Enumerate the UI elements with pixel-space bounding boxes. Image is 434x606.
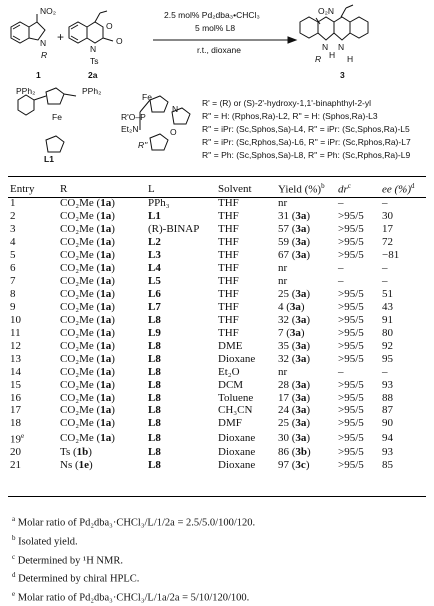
cell-solvent: Dioxane bbox=[218, 458, 256, 471]
cell-yield: 32 (3a) bbox=[278, 313, 311, 326]
cell-entry: 3 bbox=[10, 223, 16, 236]
cell-solvent: CH₃CN bbox=[218, 404, 253, 417]
table-row bbox=[8, 352, 426, 365]
reaction-scheme bbox=[0, 0, 434, 170]
cell-dr: – bbox=[338, 197, 344, 210]
r-label-3: R bbox=[315, 54, 322, 64]
legend-line-4: R'' = iPr: (Sc,Rphos,Sa)-L6, R'' = iPr: (Sc,Rphos,Ra)-L7 bbox=[202, 137, 411, 147]
cell-solvent: THF bbox=[218, 275, 239, 288]
footnote-b: $^b$ Isolated yield. bbox=[12, 533, 78, 548]
cell-entry: 2 bbox=[10, 210, 16, 223]
cell-solvent: DMF bbox=[218, 417, 242, 430]
cell-entry: 14 bbox=[10, 365, 21, 378]
legend-line-1: R' = (R) or (S)-2'-hydroxy-1,1'-binaphthyl-2-yl bbox=[202, 98, 372, 108]
cell-r: Ns (1e) bbox=[60, 458, 93, 471]
n-label-2a: N bbox=[90, 44, 97, 54]
table-row bbox=[8, 197, 426, 210]
cell-solvent: THF bbox=[218, 210, 239, 223]
cell-dr: >95/5 bbox=[338, 223, 364, 236]
legend-line-3: R'' = iPr: (Sc,Sphos,Sa)-L4, R'' = iPr: (Sc,Sphos,Ra)-L5 bbox=[202, 124, 410, 134]
h-label-3a: H bbox=[329, 50, 336, 60]
compound-2a-label: 2a bbox=[88, 70, 98, 80]
table-row bbox=[8, 326, 426, 339]
cell-entry: 8 bbox=[10, 288, 16, 301]
n-label-1: N bbox=[40, 38, 47, 48]
cell-l: (R)-BINAP bbox=[148, 223, 200, 236]
cell-yield: 67 (3a) bbox=[278, 249, 311, 262]
cell-yield: 17 (3a) bbox=[278, 391, 311, 404]
o-ox-label: O bbox=[170, 127, 177, 137]
cell-dr: >95/5 bbox=[338, 352, 364, 365]
ro-p-label: R'O–P bbox=[121, 112, 146, 122]
header-dr: $dr^c$ bbox=[338, 181, 351, 196]
table-row bbox=[8, 301, 426, 314]
header-ee: ee (%)$^d$ bbox=[382, 181, 415, 196]
cell-l: L8 bbox=[148, 378, 161, 391]
cell-dr: >95/5 bbox=[338, 249, 364, 262]
table-row bbox=[8, 210, 426, 223]
cell-entry: 21 bbox=[10, 458, 21, 471]
cell-yield: 24 (3a) bbox=[278, 404, 311, 417]
cell-ee: – bbox=[382, 197, 388, 210]
cell-r: CO₂Me (1a) bbox=[60, 417, 115, 430]
n-label-3a: N bbox=[322, 42, 329, 52]
cell-r: CO₂Me (1a) bbox=[60, 391, 115, 404]
cell-l: L8 bbox=[148, 404, 161, 417]
compound-3-label: 3 bbox=[340, 70, 345, 80]
cell-dr: >95/5 bbox=[338, 391, 364, 404]
cell-ee: 93 bbox=[382, 378, 393, 391]
cell-yield: 86 (3b) bbox=[278, 446, 311, 458]
cell-dr: >95/5 bbox=[338, 288, 364, 301]
cell-r: CO₂Me (1a) bbox=[60, 300, 115, 313]
cell-l: L8 bbox=[148, 391, 161, 404]
plus-sign: + bbox=[57, 30, 65, 44]
footnote-a: $^a$ Molar ratio of Pd₂dba₃·CHCl₃/L/1/2a = 2.5/5.0/100/120. bbox=[12, 515, 256, 529]
cell-ee: – bbox=[382, 262, 388, 275]
cell-dr: >95/5 bbox=[338, 313, 364, 326]
cell-ee: – bbox=[382, 365, 388, 378]
cell-r: Ts (1b) bbox=[60, 446, 92, 458]
cell-yield: 30 (3a) bbox=[278, 431, 311, 444]
cell-ee: 80 bbox=[382, 326, 393, 339]
table-row bbox=[8, 339, 426, 352]
cell-dr: >95/5 bbox=[338, 431, 364, 444]
cell-dr: >95/5 bbox=[338, 339, 364, 352]
ligand-L1-label: L1 bbox=[44, 154, 54, 164]
cell-yield: 57 (3a) bbox=[278, 223, 311, 236]
nitro-label-1: NO₂ bbox=[40, 6, 57, 16]
cell-dr: >95/5 bbox=[338, 378, 364, 391]
cell-yield: 25 (3a) bbox=[278, 417, 311, 430]
cell-yield: 7 (3a) bbox=[278, 326, 305, 339]
cell-solvent: THF bbox=[218, 197, 239, 210]
table-row bbox=[8, 249, 426, 262]
cell-entry: 12 bbox=[10, 339, 21, 352]
cell-solvent: DME bbox=[218, 339, 243, 352]
legend-line-2: R'' = H: (Rphos,Ra)-L2, R'' = H: (Sphos,Ra)-L3 bbox=[202, 111, 378, 121]
cell-ee: 90 bbox=[382, 417, 393, 430]
cell-entry: 13 bbox=[10, 352, 21, 365]
cell-r: CO₂Me (1a) bbox=[60, 339, 115, 352]
cell-yield: 32 (3a) bbox=[278, 352, 311, 365]
cell-ee: 17 bbox=[382, 223, 393, 236]
cell-l: L8 bbox=[148, 313, 161, 326]
table-row bbox=[8, 378, 426, 391]
table-row bbox=[8, 223, 426, 236]
cell-entry: 15 bbox=[10, 378, 21, 391]
cell-r: CO₂Me (1a) bbox=[60, 210, 115, 223]
o2n-label-3: O₂N bbox=[318, 6, 335, 16]
cell-solvent: Dioxane bbox=[218, 446, 256, 458]
cell-yield: 4 (3a) bbox=[278, 300, 305, 313]
cell-solvent: Dioxane bbox=[218, 352, 256, 365]
header-solvent: Solvent bbox=[218, 182, 252, 195]
table-row bbox=[8, 391, 426, 404]
cell-r: CO₂Me (1a) bbox=[60, 378, 115, 391]
h-label-3b: H bbox=[347, 54, 354, 64]
cell-entry: 18 bbox=[10, 417, 21, 430]
arrow-condition-2: 5 mol% L8 bbox=[195, 23, 236, 33]
table-row bbox=[8, 417, 426, 430]
table-row bbox=[8, 458, 426, 471]
cell-dr: >95/5 bbox=[338, 446, 364, 458]
cell-dr: >95/5 bbox=[338, 458, 364, 471]
cell-yield: 25 (3a) bbox=[278, 288, 311, 301]
fe-label-b: Fe bbox=[142, 92, 152, 102]
cell-solvent: Et₂O bbox=[218, 365, 240, 378]
cell-ee: 85 bbox=[382, 458, 393, 471]
ligand-L2-L9-structure bbox=[140, 96, 190, 150]
table-row bbox=[8, 365, 426, 378]
cell-r: CO₂Me (1a) bbox=[60, 365, 115, 378]
o-carbonyl-label: O bbox=[116, 36, 123, 46]
cell-r: CO₂Me (1a) bbox=[60, 431, 115, 444]
cell-solvent: Dioxane bbox=[218, 431, 256, 444]
cell-solvent: THF bbox=[218, 288, 239, 301]
cell-r: CO₂Me (1a) bbox=[60, 326, 115, 339]
header-entry: Entry bbox=[10, 182, 35, 195]
cell-solvent: THF bbox=[218, 223, 239, 236]
cell-solvent: THF bbox=[218, 313, 239, 326]
cell-r: CO₂Me (1a) bbox=[60, 404, 115, 417]
cell-l: L9 bbox=[148, 326, 161, 339]
cell-ee: – bbox=[382, 275, 388, 288]
cell-r: CO₂Me (1a) bbox=[60, 236, 115, 249]
cell-entry: 7 bbox=[10, 275, 16, 288]
cell-yield: nr bbox=[278, 275, 288, 288]
footnote-e: $^e$ Molar ratio of Pd₂dba₃·CHCl₃/L/1a/2a = 5/10/120/100. bbox=[12, 590, 250, 604]
cell-ee: 72 bbox=[382, 236, 393, 249]
cell-entry: 9 bbox=[10, 300, 16, 313]
table-bottom-rule bbox=[8, 496, 426, 497]
cell-l: L1 bbox=[148, 210, 161, 223]
cell-entry: 5 bbox=[10, 249, 16, 262]
cell-ee: 30 bbox=[382, 210, 393, 223]
cell-r: CO₂Me (1a) bbox=[60, 262, 115, 275]
cell-solvent: THF bbox=[218, 326, 239, 339]
cell-dr: >95/5 bbox=[338, 300, 364, 313]
pph2-label-a: PPh₂ bbox=[16, 86, 36, 96]
fe-label-a: Fe bbox=[52, 112, 62, 122]
cell-r: CO₂Me (1a) bbox=[60, 249, 115, 262]
cell-solvent: THF bbox=[218, 262, 239, 275]
cell-dr: – bbox=[338, 275, 344, 288]
header-l: L bbox=[148, 182, 155, 195]
cell-l: L6 bbox=[148, 288, 161, 301]
ligand-L1-structure bbox=[18, 88, 76, 152]
cell-r: CO₂Me (1a) bbox=[60, 275, 115, 288]
cell-ee: −81 bbox=[382, 249, 400, 262]
table-top-rule bbox=[8, 176, 426, 177]
cell-l: PPh₃ bbox=[148, 197, 170, 210]
cell-dr: >95/5 bbox=[338, 404, 364, 417]
legend-line-5: R'' = Ph: (Sc,Sphos,Sa)-L8, R'' = Ph: (Sc,Rphos,Ra)-L9 bbox=[202, 150, 411, 160]
rpp-label: R'' bbox=[138, 140, 148, 150]
cell-l: L8 bbox=[148, 365, 161, 378]
header-r: R bbox=[60, 182, 68, 195]
cell-dr: – bbox=[338, 365, 344, 378]
compound-1-label: 1 bbox=[36, 70, 41, 80]
footnotes bbox=[12, 512, 422, 606]
results-table bbox=[8, 180, 426, 471]
cell-yield: 35 (3a) bbox=[278, 339, 311, 352]
cell-ee: 51 bbox=[382, 288, 393, 301]
cell-l: L7 bbox=[148, 300, 161, 313]
n-label-3b: N bbox=[338, 42, 345, 52]
cell-yield: 59 (3a) bbox=[278, 236, 311, 249]
cell-l: L8 bbox=[148, 339, 161, 352]
o-ring-label: O bbox=[106, 21, 113, 31]
cell-solvent: DCM bbox=[218, 378, 244, 391]
cell-l: L3 bbox=[148, 249, 161, 262]
header-yield: Yield (%)$^b$ bbox=[278, 181, 325, 196]
arrow-condition-1: 2.5 mol% Pd₂dba₃•CHCl₃ bbox=[164, 10, 260, 20]
table-row bbox=[8, 404, 426, 417]
cell-entry: 19e bbox=[10, 431, 25, 446]
footnote-c: $^c$ Determined by ¹H NMR. bbox=[12, 552, 123, 567]
cell-entry: 20 bbox=[10, 446, 21, 458]
cell-r: CO₂Me (1a) bbox=[60, 313, 115, 326]
cell-dr: >95/5 bbox=[338, 236, 364, 249]
cell-solvent: THF bbox=[218, 249, 239, 262]
cell-ee: 43 bbox=[382, 300, 393, 313]
cell-entry: 4 bbox=[10, 236, 16, 249]
cell-entry: 16 bbox=[10, 391, 21, 404]
cell-dr: >95/5 bbox=[338, 417, 364, 430]
cell-entry: 6 bbox=[10, 262, 16, 275]
r-label-1: R bbox=[41, 50, 48, 60]
cell-ee: 87 bbox=[382, 404, 393, 417]
cell-entry: 11 bbox=[10, 326, 21, 339]
cell-ee: 94 bbox=[382, 431, 393, 444]
cell-l: L2 bbox=[148, 236, 161, 249]
cell-r: CO₂Me (1a) bbox=[60, 352, 115, 365]
cell-solvent: THF bbox=[218, 300, 239, 313]
table-header-row bbox=[8, 180, 426, 197]
cell-solvent: THF bbox=[218, 236, 239, 249]
cell-entry: 17 bbox=[10, 404, 21, 417]
cell-entry: 1 bbox=[10, 197, 16, 210]
table-row bbox=[8, 446, 426, 459]
table-body bbox=[8, 197, 426, 471]
table-row bbox=[8, 288, 426, 301]
cell-dr: >95/5 bbox=[338, 326, 364, 339]
cell-r: CO₂Me (1a) bbox=[60, 197, 115, 210]
table-row bbox=[8, 313, 426, 326]
cell-l: L8 bbox=[148, 446, 161, 458]
cell-l: L8 bbox=[148, 458, 161, 471]
cell-yield: 28 (3a) bbox=[278, 378, 311, 391]
cell-ee: 92 bbox=[382, 339, 393, 352]
cell-l: L8 bbox=[148, 417, 161, 430]
cell-yield: nr bbox=[278, 262, 288, 275]
cell-l: L5 bbox=[148, 275, 161, 288]
cell-yield: nr bbox=[278, 365, 288, 378]
cell-r: CO₂Me (1a) bbox=[60, 223, 115, 236]
cell-entry: 10 bbox=[10, 313, 21, 326]
et2n-label: Et₂N bbox=[121, 124, 139, 134]
arrow-condition-3: r.t., dioxane bbox=[197, 45, 241, 55]
table-row bbox=[8, 275, 426, 288]
cell-solvent: Toluene bbox=[218, 391, 254, 404]
cell-l: L4 bbox=[148, 262, 161, 275]
cell-yield: nr bbox=[278, 197, 288, 210]
n-ox-label: N bbox=[172, 104, 179, 114]
cell-dr: – bbox=[338, 262, 344, 275]
cell-dr: >95/5 bbox=[338, 210, 364, 223]
pph2-label-b: PPh₂ bbox=[82, 86, 102, 96]
ts-label: Ts bbox=[90, 56, 99, 66]
table-row bbox=[8, 262, 426, 275]
table-row bbox=[8, 236, 426, 249]
footnote-d: $^d$ Determined by chiral HPLC. bbox=[12, 571, 140, 585]
cell-ee: 93 bbox=[382, 446, 393, 458]
cell-l: L8 bbox=[148, 352, 161, 365]
cell-l: L8 bbox=[148, 431, 161, 444]
table-row bbox=[8, 430, 426, 446]
cell-ee: 91 bbox=[382, 313, 393, 326]
cell-yield: 97 (3c) bbox=[278, 458, 310, 471]
cell-r: CO₂Me (1a) bbox=[60, 288, 115, 301]
cell-ee: 95 bbox=[382, 352, 393, 365]
cell-ee: 88 bbox=[382, 391, 393, 404]
cell-yield: 31 (3a) bbox=[278, 210, 311, 223]
